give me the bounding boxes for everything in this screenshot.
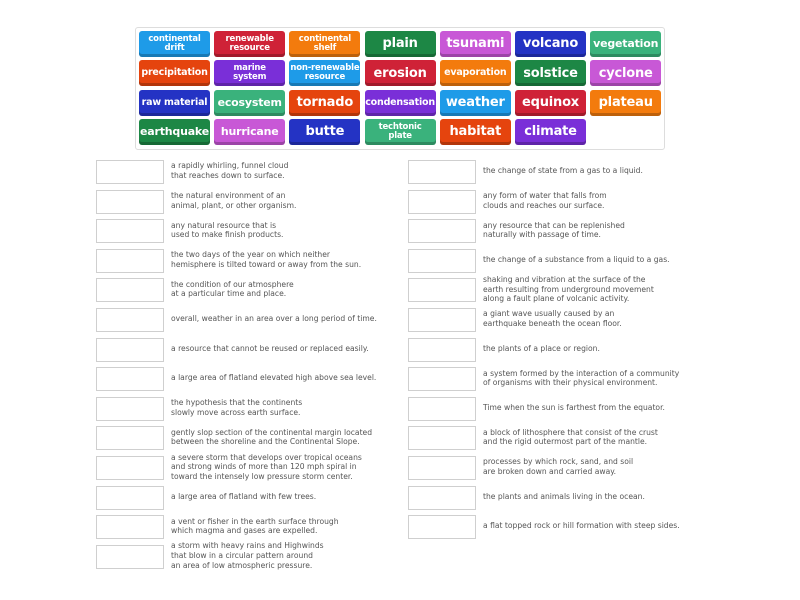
- word-tile[interactable]: butte: [289, 119, 360, 145]
- word-tile[interactable]: climate: [515, 119, 586, 145]
- definition-text: a severe storm that develops over tropical oceans and strong winds of more than 120 mph spiral in toward the intensely low pressure storm center.: [171, 452, 362, 481]
- drop-slot[interactable]: [408, 308, 476, 332]
- definition-text: the change of a substance from a liquid to a gas.: [483, 255, 670, 264]
- word-tile[interactable]: precipitation: [139, 60, 210, 86]
- word-tile[interactable]: renewable resource: [214, 31, 285, 57]
- drop-slot[interactable]: [96, 190, 164, 214]
- word-tile[interactable]: earthquake: [139, 119, 210, 145]
- drop-slot[interactable]: [408, 219, 476, 243]
- word-tile[interactable]: cyclone: [590, 60, 661, 86]
- word-tile[interactable]: non-renewable resource: [289, 60, 360, 86]
- definition-text: the natural environment of an animal, plant, or other organism.: [171, 191, 297, 210]
- word-tile[interactable]: ecosystem: [214, 90, 285, 116]
- definition-text: any natural resource that is used to make finish products.: [171, 220, 284, 240]
- definition-text: the plants and animals living in the ocean.: [483, 491, 645, 501]
- definition-text: overall, weather in an area over a long period of time.: [171, 314, 377, 324]
- drop-slot[interactable]: [96, 367, 164, 391]
- definition-text: processes by which rock, sand, and soil are broken down and carried away.: [483, 457, 634, 476]
- drop-slot[interactable]: [408, 367, 476, 391]
- drop-slot[interactable]: [96, 426, 164, 450]
- word-tile[interactable]: continental shelf: [289, 31, 360, 57]
- definition-text: a rapidly whirling, funnel cloud that reaches down to surface.: [171, 161, 289, 180]
- definition-text: a block of lithosphere that consist of the crust and the rigid outermost part of the mantle.: [483, 427, 658, 447]
- definition-text: the plants of a place or region.: [483, 343, 600, 353]
- word-tile[interactable]: tornado: [289, 90, 360, 116]
- drop-slot[interactable]: [96, 278, 164, 302]
- drop-slot[interactable]: [408, 486, 476, 510]
- definition-text: any resource that can be replenished naturally with passage of time.: [483, 220, 625, 240]
- drop-slot[interactable]: [96, 338, 164, 362]
- drop-slot[interactable]: [408, 278, 476, 302]
- definition-text: a vent or fisher in the earth surface through which magma and gases are expelled.: [171, 516, 339, 536]
- definition-text: the hypothesis that the continents slowly move across earth surface.: [171, 398, 303, 417]
- definition-text: a large area of flatland elevated high above sea level.: [171, 373, 377, 383]
- definition-text: a large area of flatland with few trees.: [171, 491, 317, 501]
- word-tile[interactable]: erosion: [365, 60, 436, 86]
- word-tile[interactable]: solstice: [515, 60, 586, 86]
- word-tile[interactable]: volcano: [515, 31, 586, 57]
- word-tile[interactable]: evaporation: [440, 60, 511, 86]
- drop-slot[interactable]: [96, 219, 164, 243]
- definition-text: the change of state from a gas to a liquid.: [483, 166, 643, 176]
- word-tile[interactable]: tsunami: [440, 31, 511, 57]
- definition-text: any form of water that falls from clouds and reaches our surface.: [483, 191, 607, 210]
- word-tile[interactable]: marine system: [214, 60, 285, 86]
- drop-slot[interactable]: [96, 308, 164, 332]
- definition-text: a flat topped rock or hill formation with steep sides.: [483, 521, 680, 531]
- drop-slot[interactable]: [96, 456, 164, 480]
- drop-slot[interactable]: [408, 397, 476, 421]
- word-tile[interactable]: hurricane: [214, 119, 285, 145]
- definition-text: the condition of our atmosphere at a particular time and place.: [171, 279, 294, 299]
- drop-slot[interactable]: [96, 160, 164, 184]
- definition-text: a storm with heavy rains and Highwinds that blow in a circular pattern around an area of low atmospheric pressure.: [171, 541, 324, 570]
- drop-slot[interactable]: [408, 338, 476, 362]
- word-tile[interactable]: raw material: [139, 90, 210, 116]
- definition-text: gently slop section of the continental margin located between the shoreline and the Continental Slope.: [171, 427, 373, 447]
- definition-text: a giant wave usually caused by an earthquake beneath the ocean floor.: [483, 309, 622, 328]
- definition-text: Time when the sun is farthest from the equator.: [483, 403, 665, 412]
- word-tile[interactable]: vegetation: [590, 31, 661, 57]
- word-tile[interactable]: habitat: [440, 119, 511, 145]
- word-tile[interactable]: condensation: [365, 90, 436, 116]
- drop-slot[interactable]: [96, 486, 164, 510]
- definition-text: a resource that cannot be reused or replaced easily.: [171, 343, 369, 353]
- drop-slot[interactable]: [96, 515, 164, 539]
- drop-slot[interactable]: [96, 397, 164, 421]
- word-bank: [135, 27, 665, 150]
- word-tile[interactable]: continental drift: [139, 31, 210, 57]
- drop-slot[interactable]: [408, 160, 476, 184]
- drop-slot[interactable]: [408, 515, 476, 539]
- drop-slot[interactable]: [408, 249, 476, 273]
- drop-slot[interactable]: [96, 545, 164, 569]
- drop-slot[interactable]: [408, 426, 476, 450]
- drop-slot[interactable]: [408, 456, 476, 480]
- definition-text: the two days of the year on which neither hemisphere is tilted toward or away from the sun.: [171, 250, 362, 269]
- word-tile[interactable]: equinox: [515, 90, 586, 116]
- drop-slot[interactable]: [408, 190, 476, 214]
- word-tile[interactable]: weather: [440, 90, 511, 116]
- word-tile[interactable]: techtonic plate: [365, 119, 436, 145]
- definition-text: a system formed by the interaction of a community of organisms with their physical environment.: [483, 368, 680, 388]
- definition-text: shaking and vibration at the surface of the earth resulting from underground movement along a fault plane of volcanic activity.: [483, 275, 654, 304]
- drop-slot[interactable]: [96, 249, 164, 273]
- word-tile[interactable]: plateau: [590, 90, 661, 116]
- word-tile[interactable]: plain: [365, 31, 436, 57]
